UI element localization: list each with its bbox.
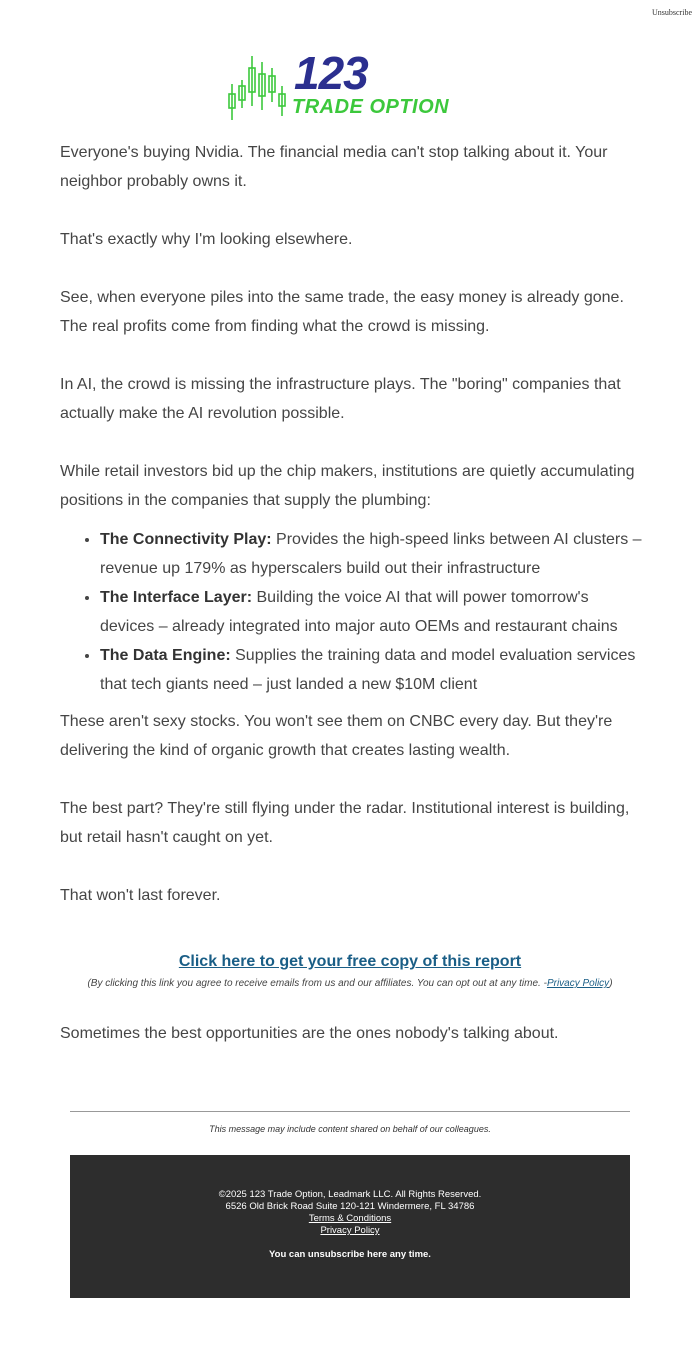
unsubscribe-link[interactable]: Unsubscribe [652,8,692,17]
bullet-text: Building the voice AI that will power tomorrow's devices – already integrated into major auto OEMs and restaurant chains [100,589,618,635]
footer-privacy-link[interactable]: Privacy Policy [320,1225,380,1236]
paragraph: While retail investors bid up the chip makers, institutions are quietly accumulating positions in the companies that supply the plumbing: [60,463,635,509]
logo-number: 123 [294,47,368,99]
email-body [60,138,642,939]
address: 6526 Old Brick Road Suite 120-121 Windermere, FL 34786 [225,1201,475,1212]
bullet-title: The Connectivity Play: [100,531,272,548]
bullet-text: Provides the high-speed links between AI clusters – revenue up 179% as hyperscalers build out their infrastructure [100,531,642,577]
paragraph: Everyone's buying Nvidia. The financial media can't stop talking about it. Your neighbor probably owns it. [60,144,608,190]
paragraph: These aren't sexy stocks. You won't see them on CNBC every day. But they're delivering the kind of organic growth that creates lasting wealth. [60,713,613,759]
copyright: ©2025 123 Trade Option, Leadmark LLC. All Rights Reserved. [218,1189,482,1200]
bullet-text: Supplies the training data and model evaluation services that tech giants need – just landed a new $10M client [100,647,636,693]
bullet-title: The Interface Layer: [100,589,253,606]
paragraph: That won't last forever. [60,887,221,904]
footer-divider [70,1111,630,1112]
free-report-link[interactable]: Click here to get your free copy of this report [178,953,522,970]
bullet-list [60,525,642,699]
paragraph: In AI, the crowd is missing the infrastructure plays. The "boring" companies that actually make the AI revolution possible. [60,376,621,422]
footer [70,1155,630,1298]
paragraph: That's exactly why I'm looking elsewhere. [60,231,353,248]
cta-section [40,950,660,992]
paragraph: See, when everyone piles into the same trade, the easy money is already gone. The real profits come from finding what the crowd is missing. [60,289,624,335]
logo-tagline: TRADE OPTION [292,96,450,118]
candlestick-chart-icon [224,54,290,122]
disclaimer-end: ) [609,978,613,989]
privacy-policy-link[interactable]: Privacy Policy [546,978,610,989]
unsubscribe-note: You can unsubscribe here any time. [269,1249,431,1260]
shared-content-note: This message may include content shared on behalf of our colleagues. [209,1124,491,1134]
list-item [100,641,642,699]
bullet-title: The Data Engine: [100,647,231,664]
closing-line: Sometimes the best opportunities are the ones nobody's talking about. [60,1025,559,1042]
paragraph: The best part? They're still flying under the radar. Institutional interest is building, but retail hasn't caught on yet. [60,800,630,846]
terms-link[interactable]: Terms & Conditions [308,1213,392,1224]
cta-disclaimer [40,976,660,992]
list-item [100,525,642,583]
brand-logo [224,47,474,124]
disclaimer-text: (By clicking this link you agree to receive emails from us and our affiliates. You can opt out at any time. - [87,978,547,989]
list-item [100,583,642,641]
